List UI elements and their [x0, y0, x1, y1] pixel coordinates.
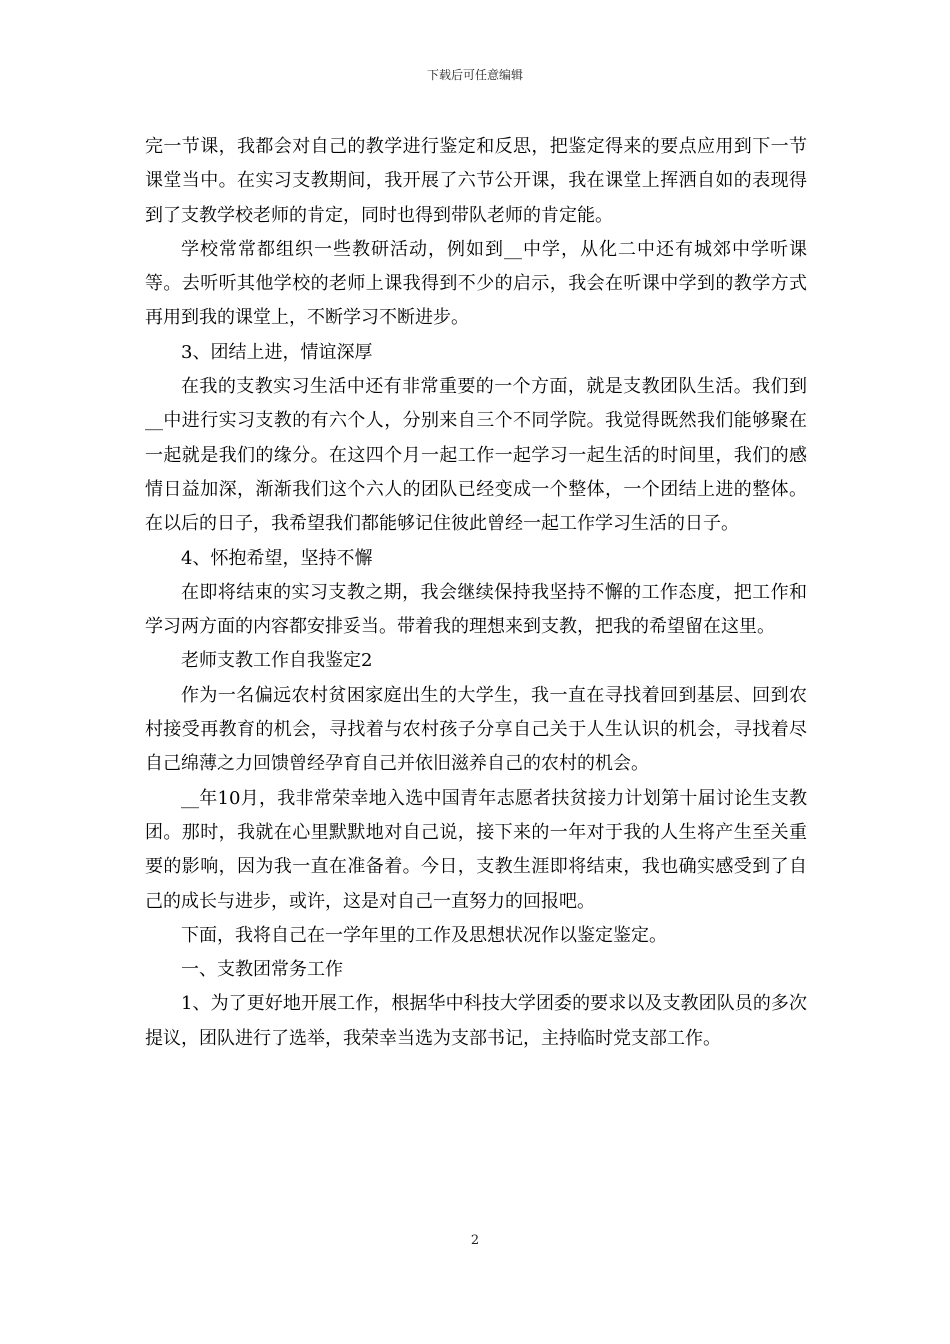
paragraph: 在我的支教实习生活中还有非常重要的一个方面，就是支教团队生活。我们到__中进行实习支教的有六个人，分别来自三个不同学院。我觉得既然我们能够聚在一起就是我们的缘分。在这四个月一起工作一起学习一起生活的时间里，我们的感情日益加深，渐渐我们这个六人的团队已经变成一个整体，一个团结上进的整体。在以后的日子，我希望我们都能够记住彼此曾经一起工作学习生活的日子。: [145, 376, 807, 535]
document-body: [145, 130, 807, 1056]
paragraph: __年10月，我非常荣幸地入选中国青年志愿者扶贫接力计划第十届讨论生支教团。那时，我就在心里默默地对自己说，接下来的一年对于我的人生将产生至关重要的影响，因为我一直在准备着。今日，支教生涯即将结束，我也确实感受到了自己的成长与进步，或许，这是对自己一直努力的回报吧。: [145, 787, 807, 912]
section-heading: 4、怀抱希望，坚持不懈: [181, 547, 373, 569]
paragraph: 学校常常都组织一些教研活动，例如到__中学，从化二中还有城郊中学听课等。去听听其他学校的老师上课我得到不少的启示，我会在听课中学到的教学方式再用到我的课堂上，不断学习不断进步。: [145, 238, 807, 329]
paragraph: 作为一名偏远农村贫困家庭出生的大学生，我一直在寻找着回到基层、回到农村接受再教育的机会，寻找着与农村孩子分享自己关于人生认识的机会，寻找着尽自己绵薄之力回馈曾经孕育自己并依旧滋养自己的农村的机会。: [145, 684, 807, 775]
section-heading: 一、支教团常务工作: [181, 959, 343, 981]
paragraph: 在即将结束的实习支教之期，我会继续保持我坚持不懈的工作态度，把工作和学习两方面的内容都安排妥当。带着我的理想来到支教，把我的希望留在这里。: [145, 581, 807, 638]
paragraph: 下面，我将自己在一学年里的工作及思想状况作以鉴定鉴定。: [181, 924, 667, 946]
page-number: 2: [470, 1233, 480, 1248]
section-heading: 3、团结上进，情谊深厚: [181, 341, 373, 363]
article-title: 老师支教工作自我鉴定2: [181, 650, 373, 672]
paragraph: 1、为了更好地开展工作，根据华中科技大学团委的要求以及支教团队员的多次提议，团队进行了选举，我荣幸当选为支部书记，主持临时党支部工作。: [145, 993, 807, 1049]
page-header-note: 下载后可任意编辑: [426, 68, 523, 82]
paragraph: 完一节课，我都会对自己的教学进行鉴定和反思，把鉴定得来的要点应用到下一节课堂当中。在实习支教期间，我开展了六节公开课，我在课堂上挥洒自如的表现得到了支教学校老师的肯定，同时也得到带队老师的肯定能。: [145, 136, 807, 226]
